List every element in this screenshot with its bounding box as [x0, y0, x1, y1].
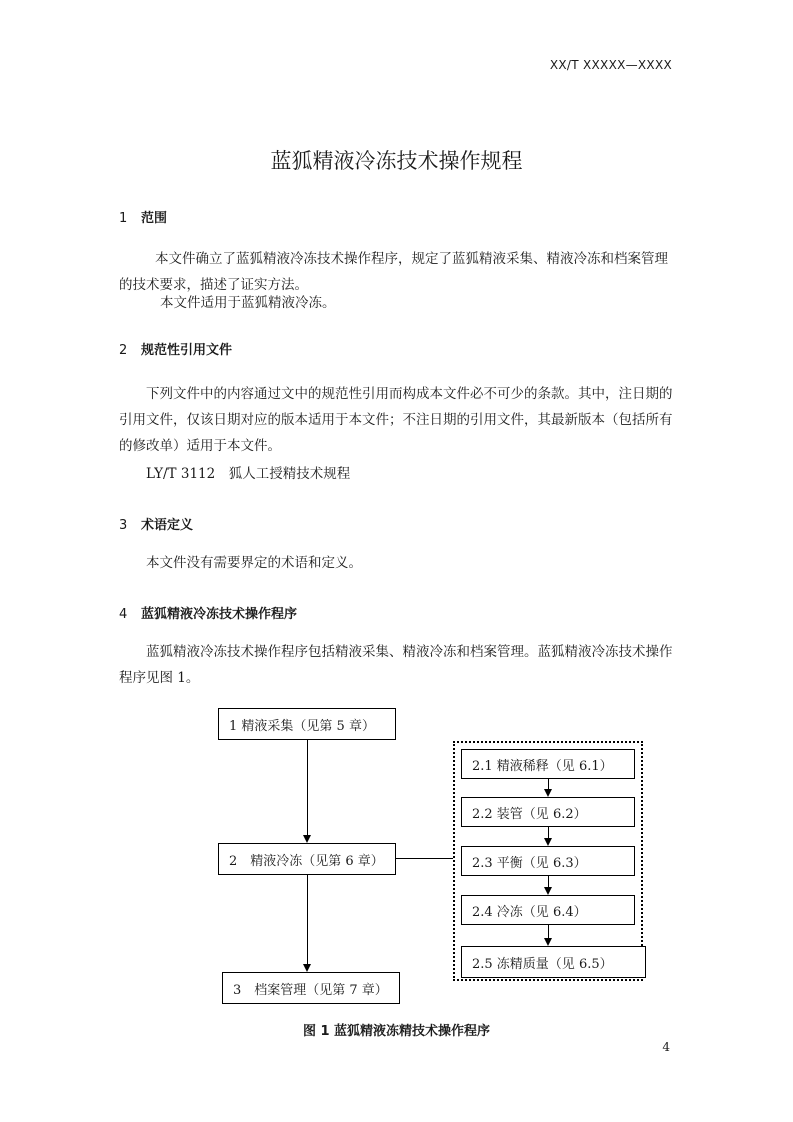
flow-step-collection: 1 精液采集（见第 5 章） — [218, 708, 396, 740]
section-4-heading — [119, 603, 297, 622]
flow-substep-packaging: 2.2 装管（见 6.2） — [461, 797, 635, 827]
connector-line — [307, 875, 308, 964]
paragraph: 下列文件中的内容通过文中的规范性引用而构成本文件必不可少的条款。其中，注日期的引用文件，仅该日期对应的版本适用于本文件；不注日期的引用文件，其最新版本（包括所有的修改单）适用于本文件。 — [119, 386, 673, 454]
arrow-down-icon — [544, 887, 552, 895]
paragraph: 本文件没有需要界定的术语和定义。 — [146, 555, 362, 571]
section-title: 蓝狐精液冷冻技术操作程序 — [141, 607, 298, 622]
arrow-down-icon — [544, 838, 552, 846]
arrow-down-icon — [303, 964, 311, 972]
document-title: 蓝狐精液冷冻技术操作规程 — [270, 149, 523, 173]
flow-substep-freezing: 2.4 冷冻（见 6.4） — [461, 895, 635, 925]
flow-step-archive: 3 档案管理（见第 7 章） — [222, 972, 400, 1004]
connector-line — [548, 827, 549, 838]
connector-line — [307, 740, 308, 835]
flow-substep-quality: 2.5 冻精质量（见 6.5） — [461, 946, 646, 978]
normative-reference: LY/T 3112 狐人工授精技术规程 — [146, 466, 351, 482]
section-title: 范围 — [141, 211, 168, 226]
section-1-heading — [119, 207, 167, 226]
section-2-heading — [119, 339, 232, 358]
arrow-down-icon — [544, 789, 552, 797]
document-code: XX/T XXXXX—XXXX — [549, 58, 672, 72]
paragraph: 蓝狐精液冷冻技术操作程序包括精液采集、精液冷冻和档案管理。蓝狐精液冷冻技术操作程序见图 1。 — [119, 644, 673, 686]
paragraph: 本文件确立了蓝狐精液冷冻技术操作程序，规定了蓝狐精液采集、精液冷冻和档案管理的技术要求，描述了证实方法。 — [119, 251, 668, 293]
connector-line — [548, 925, 549, 938]
flow-substep-dilution: 2.1 精液稀释（见 6.1） — [461, 749, 635, 779]
section-number: 4 — [119, 607, 128, 622]
figure-caption: 图 1 蓝狐精液冻精技术操作程序 — [302, 1024, 491, 1039]
section-3-heading — [119, 514, 193, 533]
section-title: 术语定义 — [141, 518, 194, 533]
section-number: 3 — [119, 518, 128, 533]
section-number: 1 — [119, 211, 128, 226]
connector-line — [548, 779, 549, 789]
section-title: 规范性引用文件 — [141, 343, 233, 358]
page-number: 4 — [662, 1040, 670, 1054]
paragraph: 本文件适用于蓝狐精液冷冻。 — [160, 295, 336, 311]
connector-line — [396, 858, 453, 859]
flow-substep-equilibration: 2.3 平衡（见 6.3） — [461, 846, 635, 876]
arrow-down-icon — [303, 835, 311, 843]
arrow-down-icon — [544, 938, 552, 946]
flow-step-freezing: 2 精液冷冻（见第 6 章） — [218, 843, 396, 875]
section-number: 2 — [119, 343, 128, 358]
connector-line — [548, 876, 549, 887]
